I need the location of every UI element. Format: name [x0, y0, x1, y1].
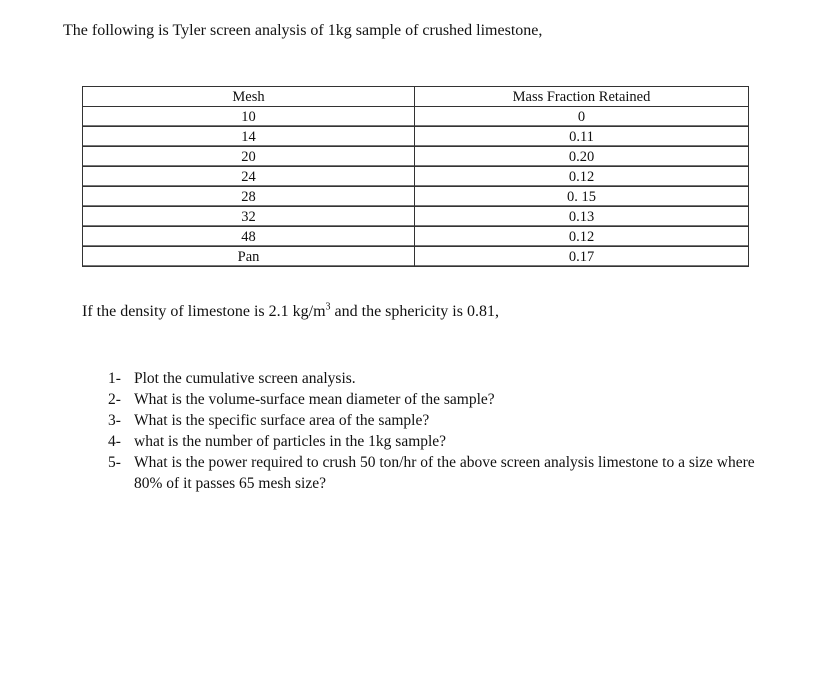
- fraction-cell: 0. 15: [415, 187, 749, 207]
- given-properties-text: [82, 301, 499, 323]
- question-text: What is the volume-surface mean diameter of the sample?: [134, 391, 495, 408]
- table-row: [83, 247, 749, 267]
- list-item: [108, 452, 768, 494]
- mesh-cell: 28: [83, 187, 415, 207]
- question-text: what is the number of particles in the 1kg sample?: [134, 433, 447, 450]
- fraction-cell: 0.11: [415, 127, 749, 147]
- screen-analysis-table: [82, 86, 749, 267]
- question-number: 4-: [108, 433, 121, 450]
- table-header-row: [83, 87, 749, 107]
- question-text: Plot the cumulative screen analysis.: [134, 370, 356, 387]
- cubic-superscript: 3: [325, 301, 331, 313]
- question-text: What is the power required to crush 50 ton/hr of the above screen analysis limestone to a size where 80% of it passes 65 mesh size?: [134, 454, 755, 492]
- given-text-before: If the density of limestone is 2.1 kg/m: [82, 303, 326, 320]
- given-text-after: and the sphericity is 0.81,: [330, 303, 499, 320]
- mesh-cell: 20: [83, 147, 415, 167]
- mesh-cell: 24: [83, 167, 415, 187]
- table-row: [83, 107, 749, 127]
- table-row: [83, 207, 749, 227]
- fraction-cell: 0.17: [415, 247, 749, 267]
- list-item: [108, 431, 768, 452]
- question-number: 3-: [108, 412, 121, 429]
- mesh-cell: 14: [83, 127, 415, 147]
- table-row: [83, 187, 749, 207]
- fraction-cell: 0: [415, 107, 749, 127]
- table-row: [83, 227, 749, 247]
- mesh-cell: Pan: [83, 247, 415, 267]
- question-number: 1-: [108, 370, 121, 387]
- mesh-column-header: Mesh: [83, 87, 415, 107]
- intro-text: The following is Tyler screen analysis of 1kg sample of crushed limestone,: [63, 22, 543, 39]
- question-text: What is the specific surface area of the sample?: [134, 412, 430, 429]
- question-number: 5-: [108, 454, 121, 471]
- list-item: [108, 368, 768, 389]
- fraction-cell: 0.12: [415, 167, 749, 187]
- list-item: [108, 389, 768, 410]
- mass-fraction-column-header: Mass Fraction Retained: [415, 87, 749, 107]
- mesh-cell: 32: [83, 207, 415, 227]
- table-row: [83, 127, 749, 147]
- table-row: [83, 147, 749, 167]
- mesh-cell: 48: [83, 227, 415, 247]
- question-list: [108, 368, 768, 494]
- table-row: [83, 167, 749, 187]
- fraction-cell: 0.12: [415, 227, 749, 247]
- fraction-cell: 0.13: [415, 207, 749, 227]
- question-number: 2-: [108, 391, 121, 408]
- mesh-cell: 10: [83, 107, 415, 127]
- list-item: [108, 410, 768, 431]
- fraction-cell: 0.20: [415, 147, 749, 167]
